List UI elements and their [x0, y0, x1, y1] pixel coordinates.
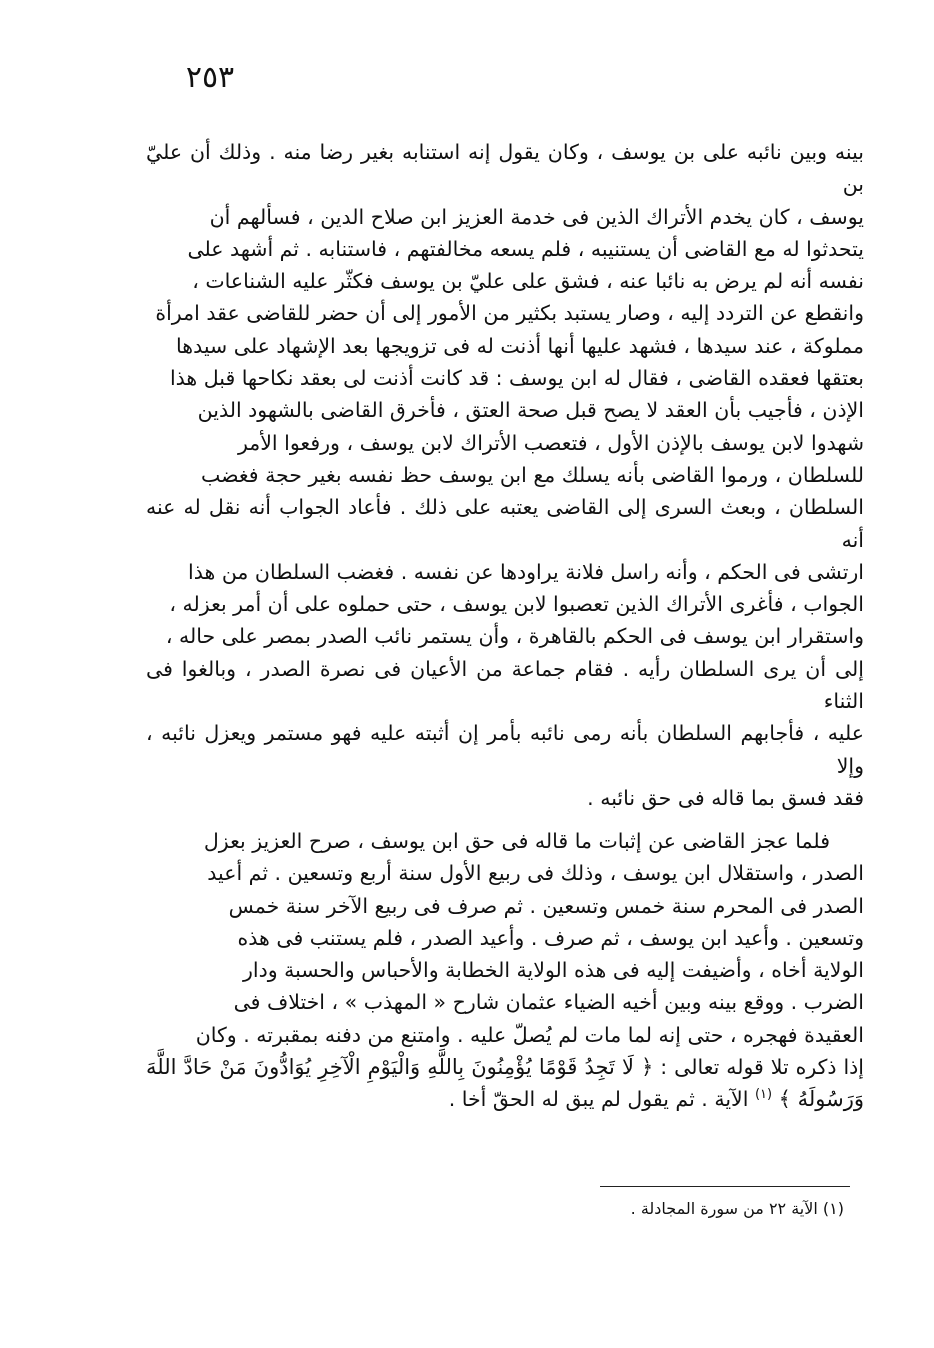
text-line: فقد فسق بما قاله فى حق نائبه . — [587, 785, 864, 810]
text-line: العقيدة فهجره ، حتى إنه لما مات لم يُصلّ عليه . وامتنع من دفنه بمقبرته . وكان — [195, 1022, 864, 1047]
text-line: الضرب . ووقع بينه وبين أخيه الضياء عثمان شارح « المهذب » ، اختلاف فى — [233, 990, 864, 1015]
text-line: الولاية أخاه ، وأضيفت إليه فى هذه الولاية الخطابة والأحباس والحسبة ودار — [242, 958, 864, 983]
text-line: الصدر فى المحرم سنة خمس وتسعين . ثم صرف فى ربيع الآخر سنة خمس — [228, 893, 864, 918]
text-line: يتحدثوا له مع القاضى أن يستنيبه ، فلم يسعه مخالفتهم ، فاستنابه . ثم أشهد على — [187, 236, 864, 261]
text-line: ارتشى فى الحكم ، وأنه راسل فلانة يراودها عن نفسه . فغضب السلطان من هذا — [188, 559, 864, 584]
text-line: الصدر ، واستقلال ابن يوسف ، وذلك فى ربيع الأول سنة أربع وتسعين . ثم أعيد — [207, 861, 864, 886]
page-number: ٢٥٣ — [185, 60, 235, 95]
closing-text: الآية . ثم يقول لم يبق له الحقّ أخا . — [448, 1087, 749, 1112]
paragraph-1 — [146, 136, 864, 814]
footnote: (١) الآية ٢٢ من سورة المجادلة . — [630, 1199, 844, 1218]
text-line: بعتقها فعقده القاضى ، فقال له ابن يوسف : قد كانت أذنت لى بعقد نكاحها قبل هذا — [169, 366, 864, 391]
text-line: السلطان ، وبعث السرى إلى القاضى يعتبه على ذلك . فأعاد الجواب أنه نقل له عنه أنه — [146, 495, 864, 552]
text-line: للسلطان ، ورموا القاضى بأنه يسلك مع ابن يوسف حظ نفسه بغير حجة فغضب — [200, 462, 864, 487]
text-line: نفسه أنه لم يرض به نائبا عنه ، فشق على عليّ بن يوسف فكثّر عليه الشناعات ، — [192, 269, 864, 294]
quran-passage — [146, 1051, 864, 1116]
text-line: مملوكة ، عند سيدها ، فشهد عليها أنها أذنت له فى تزويجها بعد الإشهاد على سيدها — [176, 333, 864, 358]
quran-intro: إذا ذكره تلا قوله تعالى : — [660, 1055, 864, 1080]
text-line: يوسف ، كان يخدم الأتراك الذين فى خدمة العزيز ابن صلاح الدين ، فسألهم أن — [209, 204, 864, 229]
text-line: الإذن ، فأجيب بأن العقد لا يصح قبل صحة العتق ، فأخرق القاضى بالشهود الذين — [197, 398, 864, 423]
text-line: وانقطع عن التردد إليه ، وصار يستبد بكثير من الأمور إلى أن حضر للقاضى عقد امرأة — [155, 301, 864, 326]
text-line: إلى أن يرى السلطان رأيه . فقام جماعة من الأعيان فى نصرة الصدر ، وبالغوا فى الثناء — [146, 656, 864, 714]
text-line: بينه وبين نائبه على بن يوسف ، وكان يقول إنه استنابه بغير رضا منه . وذلك أن عليّ بن — [146, 140, 864, 197]
text-line: شهدوا لابن يوسف بالإذن الأول ، فتعصب الأتراك لابن يوسف ، ورفعوا الأمر — [237, 430, 864, 455]
paragraph-2 — [146, 825, 864, 1116]
text-line: وتسعين . وأعيد ابن يوسف ، ثم صرف . وأعيد الصدر ، فلم يستنب فى هذه — [237, 925, 864, 950]
text-line-content: فلما عجز القاضى عن إثبات ما قاله فى حق ابن يوسف ، صرح العزيز بعزل — [203, 829, 830, 853]
text-line: واستقرار ابن يوسف فى الحكم بالقاهرة ، وأن يستمر نائب الصدر بمصر على حاله ، — [165, 624, 864, 649]
footnote-separator — [600, 1186, 850, 1187]
footnote-marker: (١) — [754, 1087, 773, 1103]
quran-verse: ﴿ لَا تَجِدُ قَوْمًا يُؤْمِنُونَ بِاللَّهِ وَالْيَوْمِ الْآخِرِ يُوَادُّونَ مَنْ حَادَّ اللَّهَ وَرَسُولَهُ ﴾ — [146, 1055, 864, 1112]
text-line: عليه ، فأجابهم السلطان بأنه رمى نائبه بأمر إن أثبته عليه فهو مستمر ويعزل نائبه ، وإلا — [146, 721, 864, 778]
text-line — [146, 825, 864, 857]
text-line: الجواب ، فأغرى الأتراك الذين تعصبوا لابن يوسف ، حتى حملوه على أن أمر بعزله ، — [169, 592, 864, 617]
